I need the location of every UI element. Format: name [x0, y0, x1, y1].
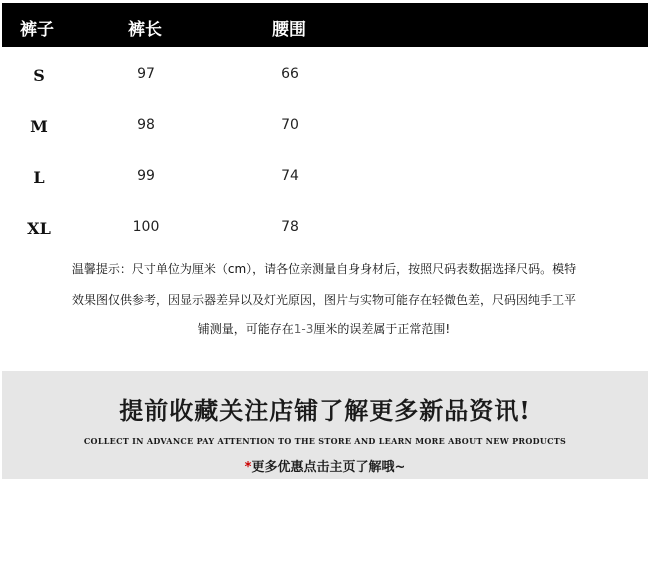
note-text-1: 尺寸单位为厘米（cm），请各位亲测量自身身材后，按照尺码表数据选择尺码。模特: [131, 262, 577, 276]
banner-subline: COLLECT IN ADVANCE PAY ATTENTION TO THE STORE AND LEARN MORE ABOUT NEW PRODUCTS: [83, 436, 567, 446]
store-banner: [2, 371, 648, 479]
length-cell: 99: [137, 168, 155, 184]
homepage-link-text: 更多优惠点击主页了解哦~: [251, 460, 406, 475]
size-cell: M: [30, 117, 48, 136]
star-mark: *: [244, 460, 252, 475]
header-length: 裤长: [128, 20, 162, 40]
length-cell: 100: [132, 219, 160, 235]
note-line-2: 效果图仅供参考，因显示器差异以及灯光原因，图片与实物可能存在轻微色差，尺码因纯手工平: [71, 293, 576, 307]
length-cell: 98: [137, 117, 155, 133]
banner-headline: 提前收藏关注店铺了解更多新品资讯!: [119, 396, 531, 425]
table-row: [0, 168, 648, 192]
table-row: [0, 117, 648, 141]
waist-cell: 78: [281, 219, 299, 235]
note-text-3b: 厘米的误差属于正常范围!: [313, 322, 451, 336]
waist-cell: 66: [281, 66, 299, 82]
length-cell: 97: [137, 66, 155, 82]
size-cell: XL: [27, 219, 51, 238]
size-cell: S: [33, 66, 45, 85]
table-row: [0, 219, 648, 243]
waist-cell: 74: [281, 168, 299, 184]
waist-cell: 70: [281, 117, 299, 133]
size-table-header: [2, 3, 648, 47]
note-line-1: [0, 260, 648, 277]
size-cell: L: [33, 168, 45, 187]
header-size: 裤子: [20, 20, 54, 40]
note-line-3: [0, 320, 648, 337]
note-text-3a: 铺测量，可能存在: [197, 322, 294, 336]
homepage-link[interactable]: [2, 456, 648, 475]
note-label: 温馨提示：: [71, 262, 132, 276]
header-waist: 腰围: [272, 20, 306, 40]
note-range: 1-3: [293, 322, 314, 336]
table-row: [0, 66, 648, 90]
